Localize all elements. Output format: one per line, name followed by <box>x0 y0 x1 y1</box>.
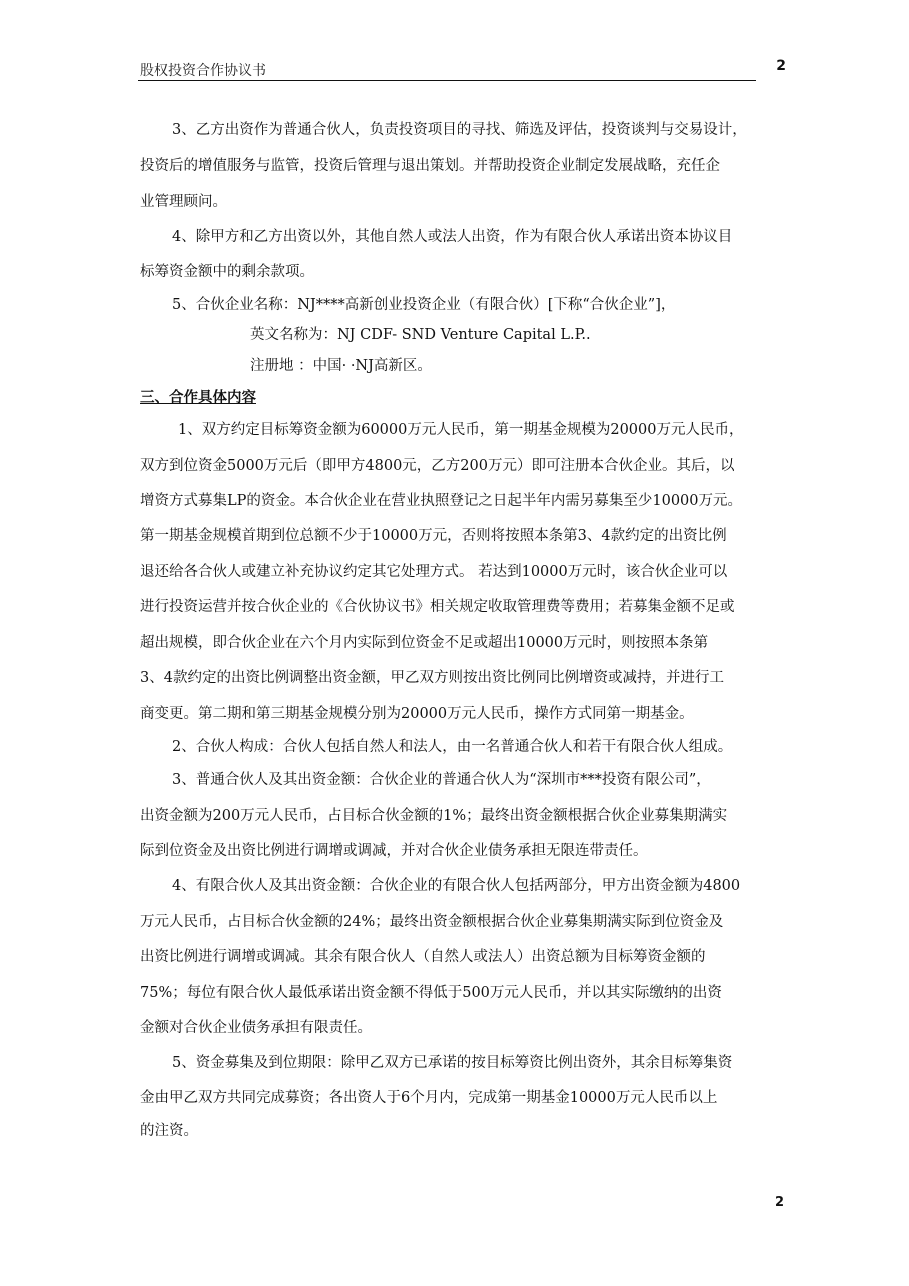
paragraph-line: 进行投资运营并按合伙企业的《合伙协议书》相关规定收取管理费等费用；若募集金额不足或 <box>140 599 735 615</box>
paragraph-line: 2、合伙人构成：合伙人包括自然人和法人，由一名普通合伙人和若干有限合伙人组成。 <box>172 739 733 755</box>
footer-page-number: 2 <box>774 1195 784 1210</box>
paragraph-line: 投资后的增值服务与监管，投资后管理与退出策划。并帮助投资企业制定发展战略，充任企 <box>140 158 720 174</box>
header-page-number: 2 <box>776 58 786 74</box>
header-rule <box>138 80 756 81</box>
paragraph-line: 万元人民币，占目标合伙金额的24%；最终出资金额根据合伙企业募集期满实际到位资金及 <box>140 914 724 930</box>
paragraph-line: 4、除甲方和乙方出资以外，其他自然人或法人出资，作为有限合伙人承诺出资本协议目 <box>172 229 733 245</box>
paragraph-line: 退还给各合伙人或建立补充协议约定其它处理方式。 若达到10000万元时，该合伙企业可以 <box>140 564 728 580</box>
paragraph-line: 5、合伙企业名称：NJ****高新创业投资企业（有限合伙）[下称“合伙企业”]， <box>172 297 676 313</box>
paragraph-line: 双方到位资金5000万元后（即甲方4800元，乙方200万元）即可注册本合伙企业。其后，以 <box>140 458 735 474</box>
paragraph-line: 业管理顾问。 <box>140 194 227 210</box>
section-heading: 三、合作具体内容 <box>140 389 256 406</box>
page-header <box>138 60 786 82</box>
paragraph-line: 5、资金募集及到位期限：除甲乙双方已承诺的按目标筹资比例出资外，其余目标筹集资 <box>172 1055 733 1071</box>
header-title: 股权投资合作协议书 <box>140 63 266 79</box>
paragraph-line: 注册地 ：中国· ·NJ高新区。 <box>250 358 432 374</box>
paragraph-line: 75%；每位有限合伙人最低承诺出资金额不得低于500万元人民币，并以其实际缴纳的出资 <box>140 985 722 1001</box>
paragraph-line: 增资方式募集LP的资金。本合伙企业在营业执照登记之日起半年内需另募集至少10000万元。 <box>140 493 743 509</box>
paragraph-line: 3、乙方出资作为普通合伙人，负责投资项目的寻找、筛选及评估，投资谈判与交易设计， <box>172 122 747 138</box>
paragraph-line: 英文名称为：NJ CDF- SND Venture Capital L.P.. <box>250 327 591 343</box>
paragraph-line: 超出规模，即合伙企业在六个月内实际到位资金不足或超出10000万元时，则按照本条第 <box>140 635 709 651</box>
paragraph-line: 出资比例进行调增或调减。其余有限合伙人（自然人或法人）出资总额为目标筹资金额的 <box>140 949 706 965</box>
paragraph-line: 金额对合伙企业债务承担有限责任。 <box>140 1020 372 1036</box>
paragraph-line: 3、4款约定的出资比例调整出资金额，甲乙双方则按出资比例同比例增资或减持，并进行工 <box>140 670 724 686</box>
paragraph-line: 商变更。第二期和第三期基金规模分别为20000万元人民币，操作方式同第一期基金。 <box>140 706 694 722</box>
paragraph-line: 金由甲乙双方共同完成募资；各出资人于6个月内，完成第一期基金10000万元人民币以上 <box>140 1090 718 1106</box>
paragraph-line: 标筹资金额中的剩余款项。 <box>140 264 314 280</box>
paragraph-line: 1、双方约定目标筹资金额为60000万元人民币，第一期基金规模为20000万元人民币， <box>178 422 744 438</box>
paragraph-line: 际到位资金及出资比例进行调增或调减，并对合伙企业债务承担无限连带责任。 <box>140 843 648 859</box>
paragraph-line: 3、普通合伙人及其出资金额：合伙企业的普通合伙人为“深圳市***投资有限公司”， <box>172 772 711 788</box>
paragraph-line: 4、有限合伙人及其出资金额：合伙企业的有限合伙人包括两部分，甲方出资金额为4800 <box>172 878 741 894</box>
paragraph-line: 的注资。 <box>140 1123 198 1139</box>
paragraph-line: 出资金额为200万元人民币，占目标合伙金额的1%；最终出资金额根据合伙企业募集期满实 <box>140 808 728 824</box>
paragraph-line: 第一期基金规模首期到位总额不少于10000万元，否则将按照本条第3、4款约定的出资比例 <box>140 528 727 544</box>
